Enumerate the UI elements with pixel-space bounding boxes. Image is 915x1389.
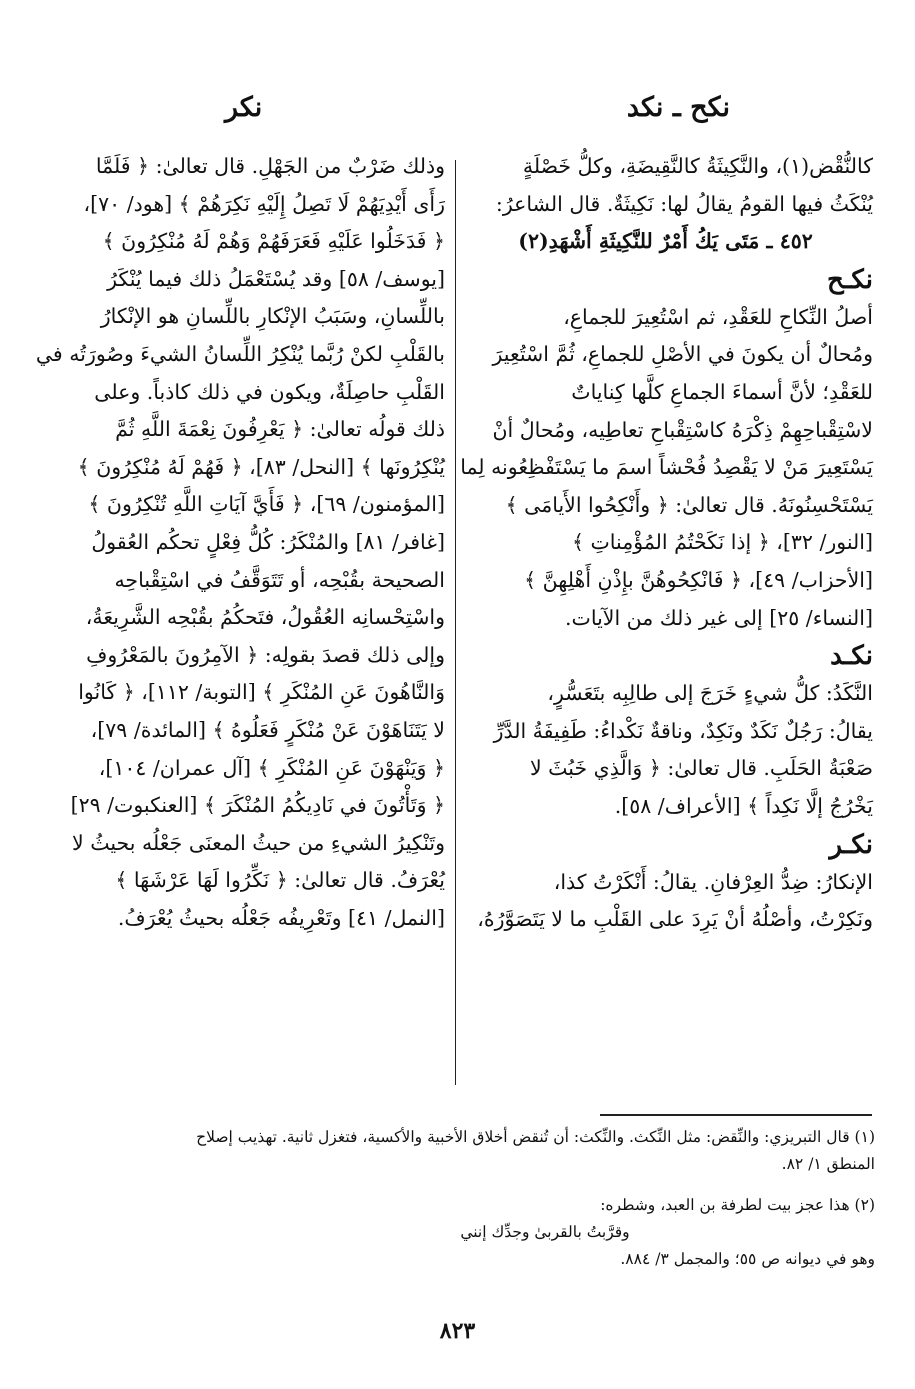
text-line: يَسْتَحْسِنُونَهُ. قال تعالىٰ: ﴿ وأَنْكِحُوا الأَيامَى ﴾ xyxy=(505,492,873,517)
text-line: وإلى ذلك قصدَ بقولِه: ﴿ الآمِرُونَ بالمَعْرُوفِ xyxy=(86,642,445,667)
text-line: وذلك ضَرْبٌ من الجَهْلِ. قال تعالىٰ: ﴿ فَلَمَّا xyxy=(95,154,445,178)
footnote-line: المنطق ١/ ٨٢. xyxy=(781,1155,875,1173)
text-line: يَخْرُجُ إلَّا نَكِداً ﴾ [الأعراف/ ٥٨]. xyxy=(614,793,873,818)
footnote-line: (١) قال التبريزي: والنِّقض: مثل النِّكث. والنِّكث: أن تُنقض أخلاق الأخبية والأكسية، فتغزل ثانية. تهذيب إصلاح xyxy=(196,1128,875,1146)
text-line: الصحيحة بقُبْحِه، أو تَتَوَقَّفُ في اسْتِقْباحِه xyxy=(114,567,445,592)
text-line: القَلْبِ حاصِلَةٌ، ويكون في ذلك كاذباً. وعلى xyxy=(94,379,445,404)
text-line: ونَكِرْتُ، وأصْلُهُ أنْ يَرِدَ على القَلْبِ ما لا يَتَصَوَّرُهُ، xyxy=(477,907,873,932)
text-line: كالنُّقْض(١)، والنَّكِيثَةُ كالنَّقِيضَةِ، وكلُّ خَصْلَةٍ xyxy=(522,154,873,178)
footnote-line: (٢) هذا عجز بيت لطرفة بن العبد، وشطره: xyxy=(600,1196,875,1214)
text-line: [النساء/ ٢٥] إلى غير ذلك من الآيات. xyxy=(565,605,873,630)
entry-heading-nkd: نكـد xyxy=(830,641,873,672)
page-number: ٨٢٣ xyxy=(439,1318,476,1344)
column-divider xyxy=(455,160,456,1085)
text-line: [المؤمنون/ ٦٩]، ﴿ فَأَيَّ آيَاتِ اللَّهِ تُنْكِرُونَ ﴾ xyxy=(88,492,445,517)
text-line: رَأَى أَيْدِيَهُمْ لَا تَصِلُ إِلَيْهِ نَكِرَهُمْ ﴾ [هود/ ٧٠]، xyxy=(83,191,445,216)
text-line: النَّكَدُ: كلُّ شيءٍ خَرَجَ إلى طالِبِه بتَعَسُّرٍ، xyxy=(547,681,873,706)
text-line: ﴿ فَدَخَلُوا عَلَيْهِ فَعَرَفَهُمْ وَهُمْ لَهُ مُنْكِرُونَ ﴾ xyxy=(102,229,445,254)
running-header-right: نكح ـ نكد xyxy=(626,92,730,123)
text-line: بالقَلْبِ لكنْ رُبَّما يُنْكِرُ اللِّسانُ الشيءَ وصُورَتُه في xyxy=(35,341,445,366)
text-line: يُنْكِرُونَها ﴾ [النحل/ ٨٣]، ﴿ فَهُمْ لَهُ مُنْكِرُونَ ﴾ xyxy=(77,454,445,479)
text-line: [النمل/ ٤١] وتَعْرِيفُه جَعْلُه بحيثُ يُعْرَفُ. xyxy=(117,905,445,930)
text-line: وَالنَّاهُونَ عَنِ المُنْكَرِ ﴾ [التوبة/ ١١٢]، ﴿ كَانُوا xyxy=(78,680,445,705)
text-line: [يوسف/ ٥٨] وقد يُسْتَعْمَلُ ذلك فيما يُنْكَرُ xyxy=(107,266,445,291)
verse-line: ٤٥٢ ـ مَتَى يَكُ أَمْرٌ للنَّكِيثَةِ أَشْهَدِ(٢) xyxy=(518,229,813,254)
text-line: الإنكارُ: ضِدُّ العِرْفانِ. يقالُ: أَنْكَرْتُ كذا، xyxy=(553,869,873,894)
footnote-1 xyxy=(35,1124,875,1178)
text-line: [الأحزاب/ ٤٩]، ﴿ فَانْكِحُوهُنَّ بإِذْنِ أَهْلِهِنَّ ﴾ xyxy=(524,567,873,592)
text-line: للعَقْدِ؛ لأنَّ أسماءَ الجماعِ كلَّها كِناياتٌ xyxy=(571,379,873,404)
text-line: [النور/ ٣٢]، ﴿ إذا نَكَحْتُمُ المُؤْمِناتِ ﴾ xyxy=(571,530,873,555)
text-line: واسْتِحْسانِه العُقُولُ، فتَحكُمُ بقُبْحِه الشَّرِيعَةُ، xyxy=(85,605,445,630)
text-line: ذلك قولُه تعالىٰ: ﴿ يَعْرِفُونَ نِعْمَةَ اللَّهِ ثُمَّ xyxy=(115,417,445,442)
left-column xyxy=(30,148,445,937)
footnote-2 xyxy=(35,1192,875,1273)
text-line: [غافر/ ٨١] والمُنْكَرُ: كُلُّ فِعْلٍ تحكُم العُقولُ xyxy=(91,529,445,554)
entry-heading-nkh: نكـح xyxy=(827,264,873,295)
entry-heading-nkr: نكـر xyxy=(829,829,873,860)
text-line: ومُحالٌ أن يكونَ في الأصْلِ للجماعِ، ثُمَّ اسْتُعِيرَ xyxy=(492,342,873,367)
text-line: صَعْبَةُ الحَلَبِ. قال تعالىٰ: ﴿ وَالَّذِي خَبُثَ لا xyxy=(529,756,873,781)
text-line: يقالُ: رَجُلٌ نَكَدٌ ونَكِدٌ، وناقةٌ نَكْداءُ: طَفِيفَةُ الدَّرِّ xyxy=(493,718,873,743)
text-line: باللِّسانِ، وسَبَبُ الإنْكارِ باللِّسانِ هو الإنْكارُ xyxy=(100,304,445,329)
footnote-line: وهو في ديوانه ص ٥٥؛ والمجمل ٣/ ٨٨٤. xyxy=(620,1250,875,1268)
text-line: لا يَتَنَاهَوْنَ عَنْ مُنْكَرٍ فَعَلُوهُ ﴾ [المائدة/ ٧٩]، xyxy=(90,717,445,742)
footnote-rule xyxy=(600,1114,872,1116)
text-line: لاسْتِقْباحِهِمْ ذِكْرَهُ كاسْتِقْباحِ تعاطِيه، ومُحالٌ أنْ xyxy=(492,417,873,442)
text-line: يُنْكَثُ فيها القومُ يقالُ لها: نَكِيثَةٌ. قال الشاعرُ: xyxy=(495,191,873,216)
text-line: يَسْتَعِيرَ مَنْ لا يَقْصِدُ فُحْشاً اسمَ ما يَسْتَفْظِعُونه لِما xyxy=(460,455,873,480)
footnote-verse: وقرَّبتُ بالقربىٰ وجدِّك إنني xyxy=(460,1223,630,1241)
text-line: ﴿ وَيَنْهَوْنَ عَنِ المُنْكَرِ ﴾ [آل عمران/ ١٠٤]، xyxy=(98,755,445,780)
text-line: يُعْرَفُ. قال تعالىٰ: ﴿ نَكِّرُوا لَهَا عَرْشَهَا ﴾ xyxy=(115,868,445,893)
text-line: وتَنْكِيرُ الشيءِ من حيثُ المعنَى جَعْلُه بحيثُ لا xyxy=(72,830,445,855)
text-line: أصلُ النِّكاحِ للعَقْدِ، ثم اسْتُعِيرَ للجماعِ، xyxy=(563,304,873,329)
running-header-left: نكر xyxy=(225,92,263,123)
right-column xyxy=(458,148,873,939)
text-line: ﴿ وَتَأْتُونَ في نَادِيكُمُ المُنْكَرَ ﴾ [العنكبوت/ ٢٩] xyxy=(70,793,445,818)
